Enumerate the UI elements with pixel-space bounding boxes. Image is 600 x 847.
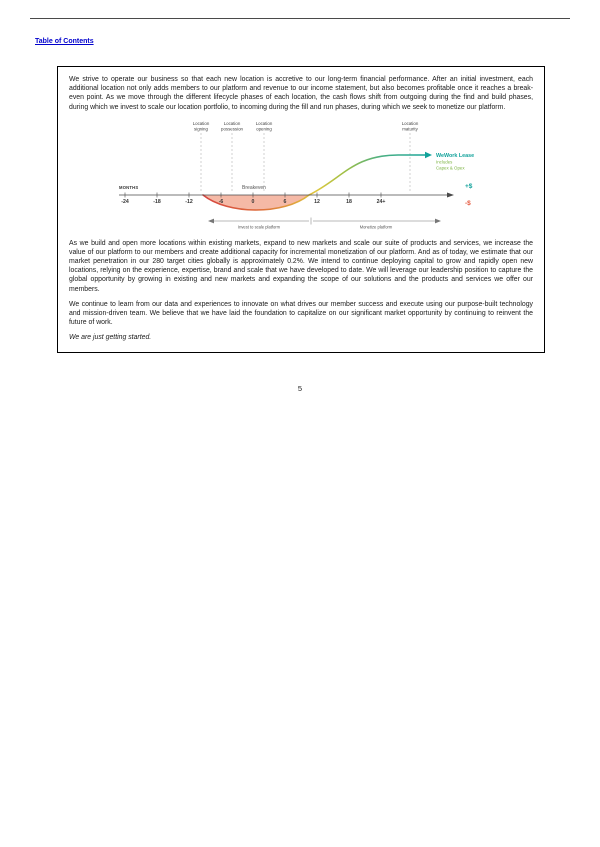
page-number: 5: [297, 384, 303, 393]
table-of-contents-link[interactable]: Table of Contents: [35, 38, 94, 45]
lease-includes-label: Includes: [436, 159, 453, 165]
chart-svg: [113, 118, 503, 233]
milestone-maturity-line2: maturity: [402, 126, 418, 132]
paragraph-1: We strive to operate our business so that each new location is accretive to our long-term financial performance. After an initial investment, each additional location not only adds members to our platform and revenue to our income statement, but also becomes profitable once it reaches a break-even point. As we move through the different lifecycle phases of each location, the cash flows shift from outgoing during the find and build phases, during which we invest to scale our location portfolio, to incoming during the fill and run phases, during which we seek to monetize our platform.: [69, 76, 533, 111]
tick-neg24: -24: [121, 198, 129, 205]
invest-phase-label: Invest to scale platform: [237, 224, 281, 230]
milestone-opening-line2: opening: [256, 126, 272, 132]
monetize-phase-label: Monetize platform: [359, 224, 393, 230]
positive-dollar-label: +$: [465, 182, 473, 190]
months-axis-label: MONTHS: [119, 184, 139, 190]
curve-arrowhead-icon: [425, 151, 432, 157]
milestone-signing-line2: signing: [194, 126, 208, 132]
tick-6: 6: [283, 198, 287, 205]
tick-12: 12: [314, 198, 320, 205]
tick-neg12: -12: [185, 198, 193, 205]
tick-24plus: 24+: [376, 198, 386, 205]
milestone-possession-line2: possession: [221, 126, 243, 132]
milestone-opening-line1: Location: [255, 120, 273, 126]
invest-arrowhead-icon: [208, 218, 214, 223]
lease-capex-opex-label: Capex & Opex: [436, 165, 465, 171]
content-box: [57, 66, 545, 353]
paragraph-3: We continue to learn from our data and experiences to innovate on what drives our member success and execute using our purpose-built technology and mission-driven team. We believe that we have laid the foundation to capitalize on our significant market opportunity by continuing to reinvent the future of work.: [69, 300, 533, 327]
milestone-maturity-line1: Location: [401, 120, 419, 126]
milestone-possession-line1: Location: [223, 120, 241, 126]
tick-neg18: -18: [153, 198, 161, 205]
milestone-signing-line1: Location: [192, 120, 210, 126]
tick-0: 0: [251, 198, 255, 205]
top-rule: [30, 18, 570, 19]
axis-arrowhead-icon: [447, 192, 454, 197]
negative-dollar-label: -$: [465, 199, 471, 207]
paragraph-2: As we build and open more locations within existing markets, expand to new markets and scale our suite of products and services, we increase the value of our platform to our members and create additional capacity for incremental monetization of our platform. And as of today, we estimate that our market penetration in our 280 target cities globally is approximately 0.2%. We intend to continue deploying capital to grow and rapidly open new locations, relying on the experience, expertise, brand and scale that we have developed to date. We will leverage our leadership position to capture the global opportunity by growing in existing and new markets and expanding the scope of our solutions and the products and services we offer our members.: [69, 239, 533, 293]
tagline: We are just getting started.: [69, 334, 152, 342]
milestone-guide-lines: [201, 133, 410, 192]
lifecycle-cashflow-chart: [113, 118, 503, 233]
wework-lease-label: WeWork Lease: [436, 152, 475, 159]
tick-18: 18: [346, 198, 352, 205]
breakeven-label: Breakeven: [242, 184, 266, 191]
monetize-arrowhead-icon: [435, 218, 441, 223]
tick-neg6: -6: [218, 198, 224, 205]
phase-arrows: [214, 217, 435, 224]
